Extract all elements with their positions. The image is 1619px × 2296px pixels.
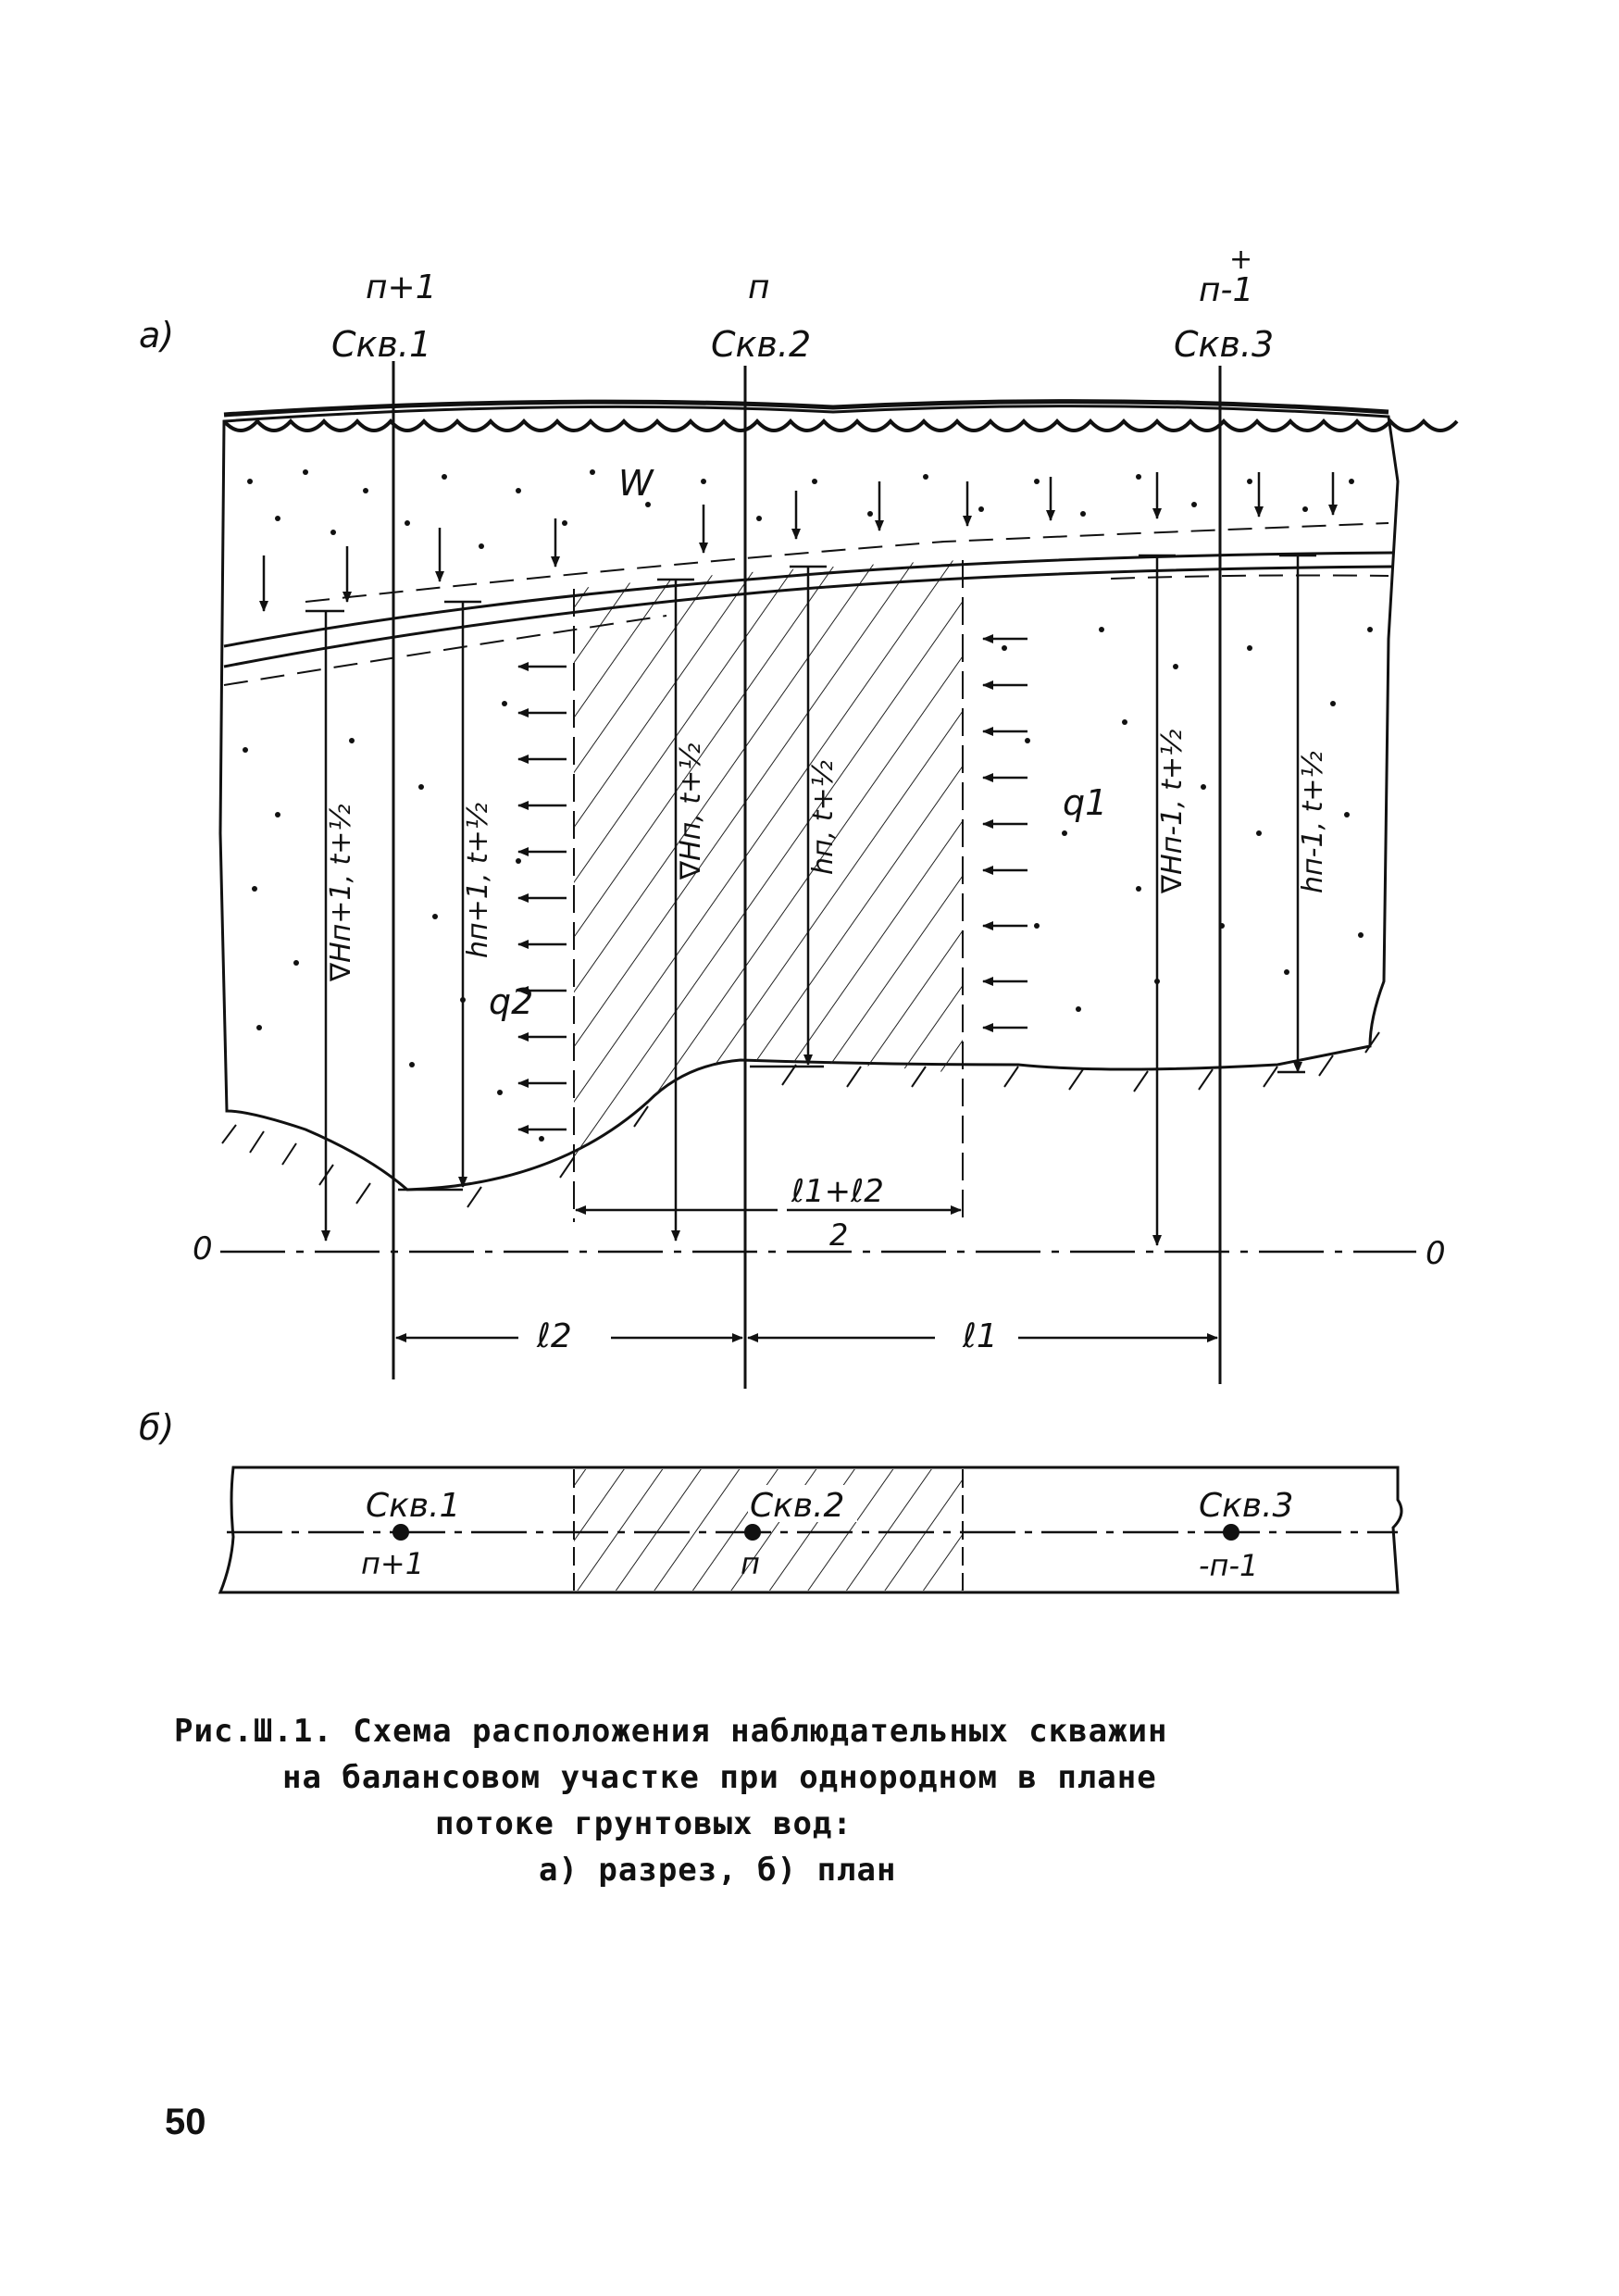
outflow-arrows-q2 [518,667,567,1129]
caption-line-1: Рис.Ш.1. Схема расположения наблюдательных скважин [174,1713,1168,1750]
page-number: 50 [165,2102,206,2142]
well-3-index-sign: + [1229,243,1253,276]
label-h-n: hп, t+½ [807,760,840,875]
fraction-denominator: 2 [829,1217,849,1253]
well-1-name: Скв.1 [331,324,432,365]
panel-label-a: а) [139,315,175,356]
panel-label-b: б) [139,1407,175,1448]
plan-well-1-name: Скв.1 [366,1487,461,1525]
infiltration-label: W [618,463,654,504]
flow-label-q2: q2 [489,981,534,1022]
well-3-index: п-1 [1199,271,1254,309]
flow-label-q1: q1 [1063,782,1108,823]
label-h-n-plus-1: hп+1, t+½ [462,803,494,958]
label-H-n-minus-1: ∇Hп-1, t+½ [1156,729,1189,893]
caption-line-3: потоке грунтовых вод: [435,1805,853,1842]
label-h-n-minus-1: hп-1, t+½ [1297,751,1329,893]
plan-well-3-dot [1223,1524,1239,1541]
datum-label-left: 0 [193,1230,213,1267]
section-b-plan [139,1407,1401,1592]
plan-well-2-name: Скв.2 [750,1487,845,1525]
distance-l2-label: ℓ2 [537,1317,572,1355]
datum-label-right: 0 [1426,1235,1446,1272]
plan-well-3-index: -п-1 [1199,1548,1259,1583]
plan-well-2-dot [744,1524,761,1541]
inflow-arrows-q1 [983,639,1027,1028]
plan-well-1-index: п+1 [361,1546,425,1581]
section-a-cross-section [139,243,1457,1389]
well-1-index: п+1 [366,268,437,306]
well-3-name: Скв.3 [1174,324,1275,365]
label-H-n: ∇Hп, t+½ [675,742,707,880]
caption-line-4: а) разрез, б) план [539,1852,897,1889]
plan-well-3-name: Скв.3 [1199,1487,1294,1525]
fraction-numerator: ℓ1+ℓ2 [791,1173,884,1210]
plan-well-2-index: п [741,1546,760,1581]
ground-surface-turf [224,421,1457,430]
well-2-name: Скв.2 [711,324,812,365]
label-H-n-plus-1: ∇Hп+1, t+½ [325,804,357,981]
well-2-index: п [748,268,770,306]
distance-l1-label: ℓ1 [963,1317,998,1355]
plan-well-1-dot [392,1524,409,1541]
caption-line-2: на балансовом участке при однородном в плане [282,1759,1157,1796]
